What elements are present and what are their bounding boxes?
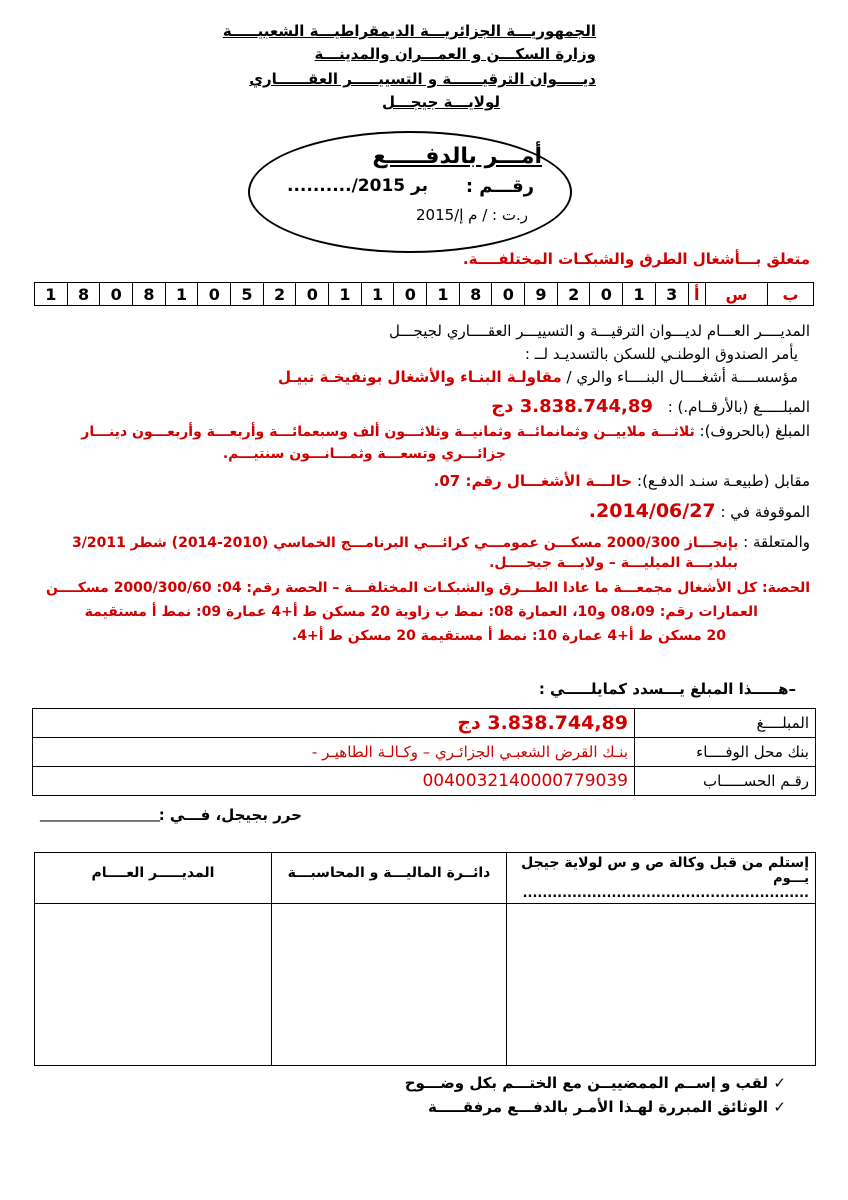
lot-3: 20 مسكن ط أ+4 عمارة 10: نمط أ مستقيمة 20 مسكن ط أ+4. <box>291 628 726 644</box>
header-line-4: لولايـــة جيجـــل <box>381 93 500 111</box>
code-cell: 9 <box>525 283 558 306</box>
code-cell: 8 <box>459 283 492 306</box>
reception-line-2: يـــوم .......................................................... <box>522 871 809 901</box>
code-cell: 0 <box>100 283 133 306</box>
table-row <box>33 767 816 796</box>
code-cell: 0 <box>198 283 231 306</box>
amount-digits-label: المبلـــــغ (بالأرقــام.) : <box>667 398 810 416</box>
subject-line: متعلق بـــأشغال الطرق والشبكـات المختلفــــة. <box>462 250 810 268</box>
institution-name: مقاولـة البنـاء والأشغال بونفيخـة نبيـل <box>277 368 562 386</box>
payment-value: بنـك القرض الشعبـي الجزائـري – وكـالـة الطاهيـر - <box>33 738 635 767</box>
reception-line-1: إستلم من قبل وكالة ص و س لولاية جيجل <box>521 855 809 871</box>
paid-note: –هـــــذا المبلغ يـــسدد كمايلـــــي : <box>538 680 796 698</box>
signature-reception-header <box>507 853 816 904</box>
table-row <box>33 709 816 738</box>
payment-label: رقـم الحســـــاب <box>635 767 816 796</box>
related-line <box>72 533 810 551</box>
signature-finance-header: دائــرة الماليـــة و المحاسبـــة <box>272 853 507 904</box>
related-label: والمتعلقة : <box>743 533 810 551</box>
amount-letters-1: ثلاثـــة ملاييــن وثمانمائــة وثمانيــة وثلاثـــون ألف وسبعمائـــة وأربعـــة وأربعـــون دينـــار <box>81 424 695 440</box>
header-line-3: ديـــــوان الترقيــــــة و التسييـــــر العقــــــاري <box>249 70 596 88</box>
date-line <box>589 500 810 522</box>
table-row <box>35 904 816 1066</box>
signatures-table <box>34 852 816 1066</box>
table-row <box>33 738 816 767</box>
order-title: أمـــر بالدفـــــع <box>372 144 542 169</box>
code-cell: ب <box>768 283 814 306</box>
code-cell: 2 <box>557 283 590 306</box>
lot-2: العمارات رقم: 08،09 و10، العمارة 08: نمط ب زاوية 20 مسكن ط أ+4 عمارة 09: نمط أ مستقيمة <box>84 604 758 620</box>
amount-letters-line <box>81 422 810 440</box>
code-cell: 8 <box>133 283 166 306</box>
code-cell: 8 <box>67 283 100 306</box>
order-number-value: ........../2015 بر <box>287 176 428 196</box>
lot-1: الحصة: كل الأشغال مجمعـــة ما عادا الطـــرق والشبكـات المختلفـــة – الحصة رقم: 04: 2000/300/60 مسكــــن <box>46 580 810 596</box>
payment-value: 3.838.744,89 دج <box>33 709 635 738</box>
code-cell: س <box>705 283 767 306</box>
order-line: يأمر الصندوق الوطنـي للسكن بالتسديـد لــ : <box>524 345 798 363</box>
signature-director-header: المديـــــر العــــام <box>35 853 272 904</box>
code-table <box>34 282 814 306</box>
code-cell: 5 <box>231 283 264 306</box>
institution-line <box>278 368 798 386</box>
signature-director-box <box>35 904 272 1066</box>
amount-letters-2: جزائـــري وتسعـــة وثمـــانـــون سنتيـــم. <box>222 446 506 462</box>
amount-letters-label: المبلغ (بالحروف): <box>699 422 810 440</box>
check-item: لقب و إســم الممضييــن مع الختـــم بكل وضـــوح <box>404 1074 768 1092</box>
related-1: بإنجـــاز 2000/300 مسكـــن عمومـــي كرائـــي البرنامـــج الخماسي (2010-2014) شطر 3/2011 <box>71 535 739 551</box>
against-value: حالـــة الأشغـــال رقم: 07. <box>433 472 633 490</box>
code-cell: 0 <box>296 283 329 306</box>
director-line: المديــــر العـــام لديـــوان الترقيـــة و التسييـــر العقــــاري لجيجـــل <box>388 322 810 340</box>
code-cell: 3 <box>655 283 688 306</box>
check-icon: ✓ <box>773 1098 786 1116</box>
payment-label: المبلــــغ <box>635 709 816 738</box>
place-label: حرر بجيجل، فـــي : <box>158 806 302 824</box>
payment-value: 0040032140000779039 <box>33 767 635 796</box>
code-cell: 1 <box>329 283 362 306</box>
payment-table <box>32 708 816 796</box>
table-row <box>35 853 816 904</box>
amount-digits-value: 3.838.744,89 دج <box>491 396 653 417</box>
signature-reception-box <box>507 904 816 1066</box>
order-number-label: رقـــم : <box>465 176 534 197</box>
related-2: ببلديـــة الميليـــة – ولايـــة جيجــــل. <box>489 555 738 571</box>
check-icon: ✓ <box>773 1074 786 1092</box>
check-item: الوثائق المبررة لهـذا الأمـر بالدفـــع مرفقـــــة <box>428 1098 768 1116</box>
institution-label: مؤسســــة أشغــــال البنــــاء والري / <box>566 368 798 386</box>
code-cell: 1 <box>165 283 198 306</box>
amount-digits-line <box>491 396 810 417</box>
code-cell: 0 <box>394 283 427 306</box>
code-cell: 2 <box>263 283 296 306</box>
date-label: الموقوفة في : <box>720 503 810 521</box>
header-line-1: الجمهوريـــة الجزائريـــة الديمقراطيـــة الشعبيـــــة <box>222 22 596 40</box>
order-reference: ر.ت : / م إ/2015 <box>415 206 528 224</box>
code-cell: 1 <box>623 283 656 306</box>
against-label: مقابل (طبيعـة سنـد الدفـع): <box>637 472 810 490</box>
code-cell: 0 <box>492 283 525 306</box>
header-line-2: وزارة السكـــن و العمـــران والمدينـــة <box>314 45 596 63</box>
code-cell: 1 <box>361 283 394 306</box>
date-value: 2014/06/27. <box>588 500 716 522</box>
code-cell: 1 <box>427 283 460 306</box>
code-cell: 1 <box>35 283 68 306</box>
signature-finance-box <box>272 904 507 1066</box>
code-cell: أ <box>688 283 705 306</box>
code-cell: 0 <box>590 283 623 306</box>
payment-label: بنك محل الوفــــاء <box>635 738 816 767</box>
against-line <box>434 472 810 490</box>
place-blank: ________________ <box>40 804 160 822</box>
